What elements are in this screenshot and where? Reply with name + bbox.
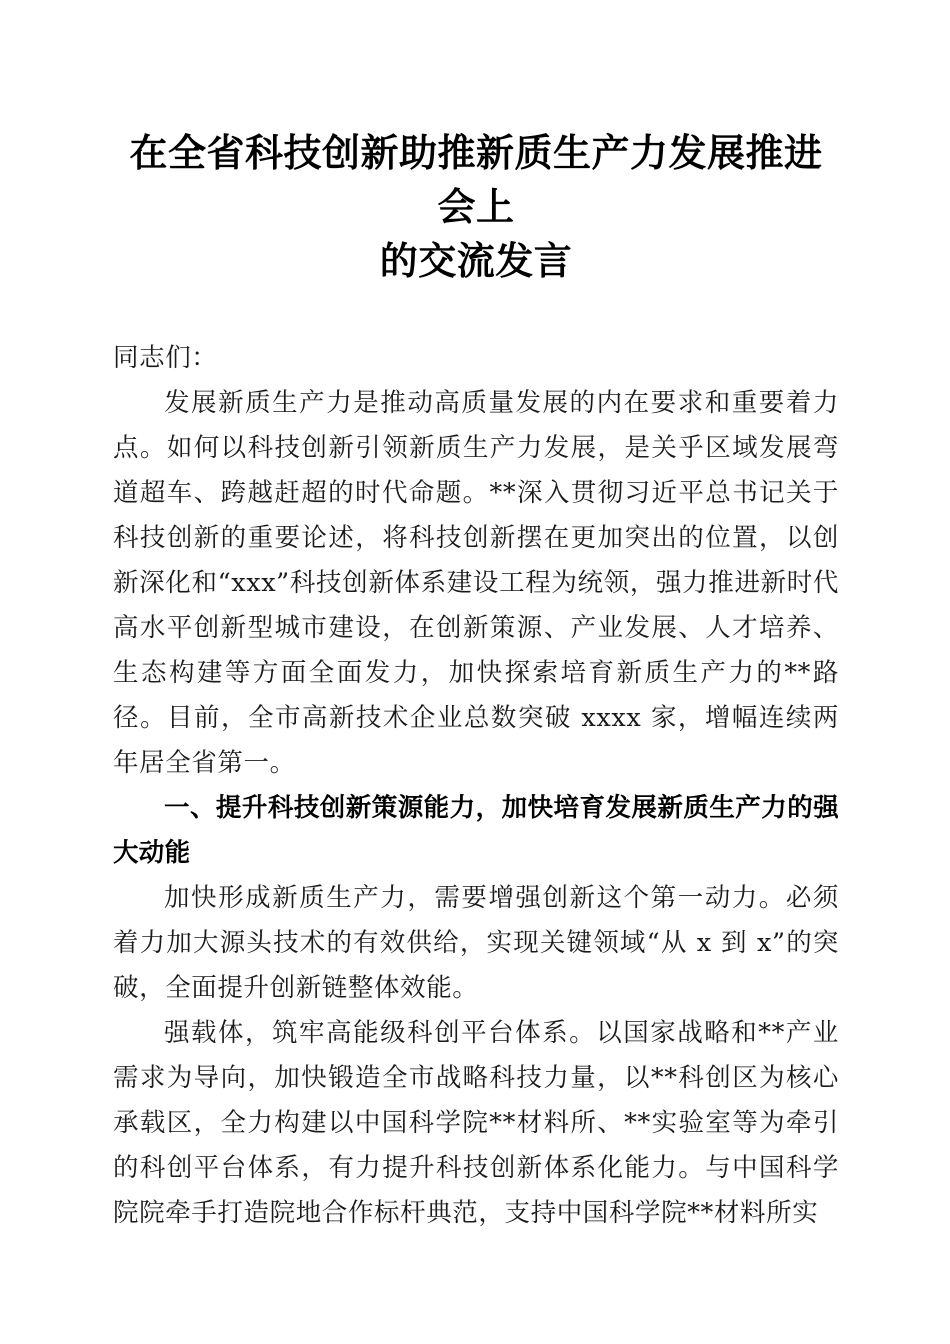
intro-paragraph: 发展新质生产力是推动高质量发展的内在要求和重要着力点。如何以科技创新引领新质生产力发展，是关乎区域发展弯道超车、跨越赶超的时代命题。**深入贯彻习近平总书记关于科技创新的重要论述，将科技创新摆在更加突出的位置，以创新深化和“xxx”科技创新体系建设工程为统领，强力推进新时代高水平创新型城市建设，在创新策源、产业发展、人才培养、生态构建等方面全面发力，加快探索培育新质生产力的**路径。目前，全市高新技术企业总数突破 xxxx 家，增幅连续两年居全省第一。 <box>113 388 839 778</box>
document-title <box>113 0 839 289</box>
salutation: 同志们： <box>113 343 218 373</box>
document-title-line-2: 的交流发言 <box>379 241 573 283</box>
section-one-paragraph-one: 加快形成新质生产力，需要增强创新这个第一动力。必须着力加大源头技术的有效供给，实现关键领域“从 x 到 x”的突破，全面提升创新链整体效能。 <box>113 883 839 1003</box>
section-one-paragraph-two: 强载体，筑牢高能级科创平台体系。以国家战略和**产业需求为导向，加快锻造全市战略科技力量，以**科创区为核心承载区，全力构建以中国科学院**材料所、**实验室等为牵引的科创平台体系，有力提升科技创新体系化能力。与中国科学院院牵手打造院地合作标杆典范，支持中国科学院**材料所实 <box>113 1018 839 1228</box>
document-title-line-1: 在全省科技创新助推新质生产力发展推进会上 <box>129 133 823 229</box>
section-heading-one: 一、提升科技创新策源能力，加快培育发展新质生产力的强大动能 <box>113 794 839 867</box>
document-content-area <box>113 0 839 1236</box>
